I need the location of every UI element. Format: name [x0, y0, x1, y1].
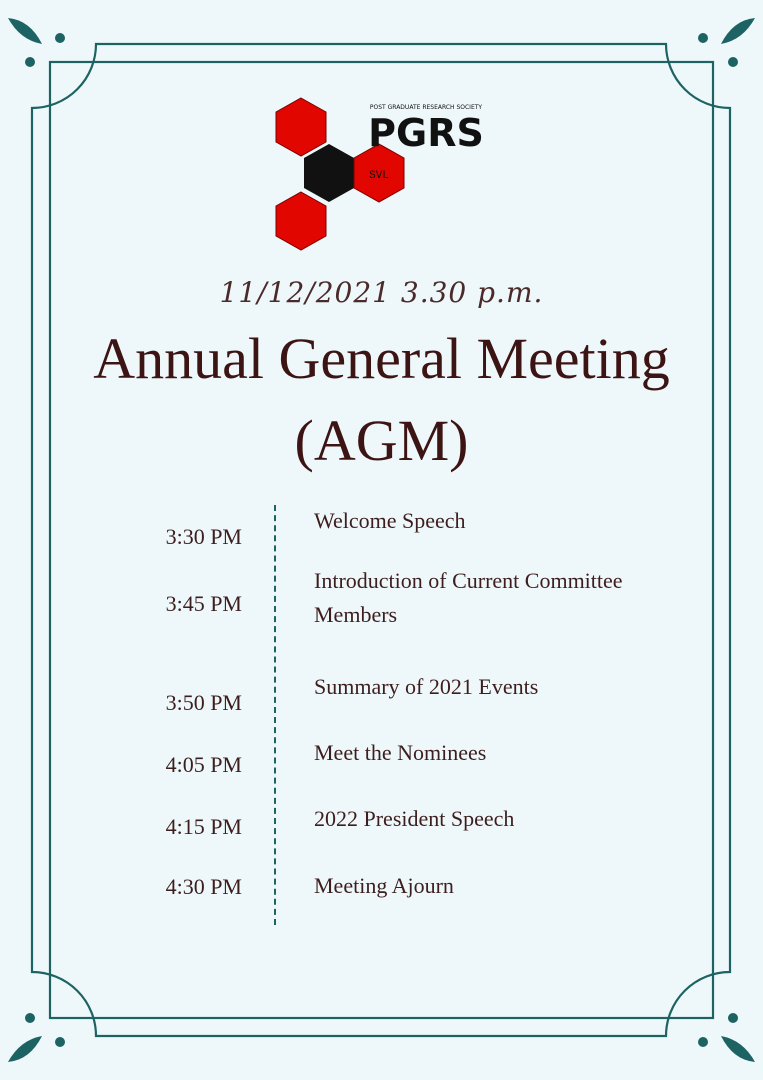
logo-badge-text: SVL: [369, 170, 389, 182]
agenda-time: 4:15 PM: [165, 814, 242, 839]
agenda-time: 3:50 PM: [165, 690, 242, 715]
agenda-item: Summary of 2021 Events: [314, 674, 539, 699]
agenda-divider: [274, 505, 276, 925]
event-title-line-1: Annual General Meeting: [93, 326, 670, 391]
agenda-item: Meet the Nominees: [314, 740, 487, 765]
agenda-time: 3:45 PM: [165, 591, 242, 616]
logo-name: PGRS: [368, 111, 484, 155]
event-title: [0, 318, 763, 482]
agenda-item: 2022 President Speech: [314, 806, 515, 831]
agenda-item: Welcome Speech: [314, 508, 466, 533]
agenda-item: Meeting Ajourn: [314, 873, 454, 898]
pgrs-logo: [274, 96, 496, 252]
agenda-time: 4:05 PM: [165, 752, 242, 777]
event-title-line-2: (AGM): [294, 408, 469, 473]
agenda-time: 3:30 PM: [165, 524, 242, 549]
event-datetime: 11/12/2021 3.30 p.m.: [219, 276, 544, 309]
logo-small-text: POST GRADUATE RESEARCH SOCIETY: [369, 104, 483, 111]
agenda-item: Introduction of Current Committee Members: [314, 568, 623, 627]
agenda-time: 4:30 PM: [165, 874, 242, 899]
